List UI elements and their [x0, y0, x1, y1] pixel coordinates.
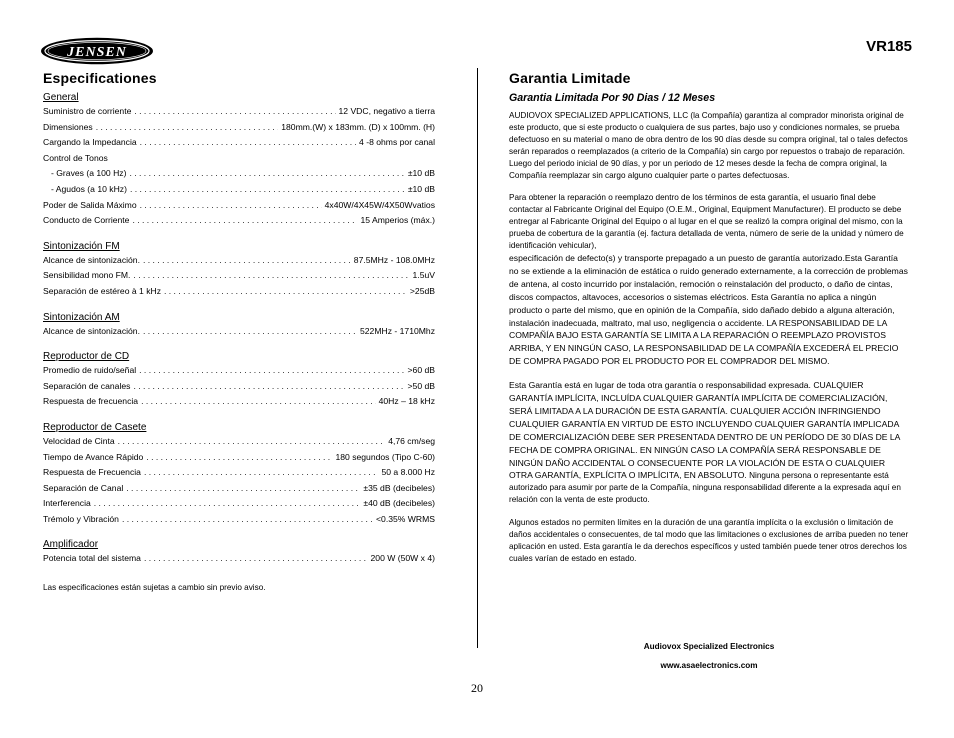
spec-label: - Graves (a 100 Hz) [51, 168, 127, 179]
spec-label: - Agudos (a 10 kHz) [51, 183, 127, 194]
spec-label: Tiempo de Avance Rápido [43, 451, 144, 462]
leader-dots [139, 365, 404, 375]
spec-section [43, 92, 435, 231]
leader-dots [94, 498, 361, 508]
leader-dots [129, 168, 404, 178]
spec-section-title: Sintonización AM [43, 311, 120, 323]
warranty-paragraph-2 [509, 192, 909, 368]
spec-label: Interferencia [43, 498, 91, 509]
spec-row [43, 215, 435, 231]
spec-value: 4 -8 ohms por canal [359, 137, 435, 148]
spec-label: Alcance de sintonización. [43, 254, 140, 265]
spec-value: ±40 dB (decibeles) [363, 498, 435, 509]
leader-dots [133, 381, 404, 391]
warranty-paragraph-3b: CUALQUIER ACCIÓN INFRINGIENDO CUALQUIER GARANTÍA EN VIRTUD DE ESTO INCLUYENDO CUALQUIER GARANTÍA IMPLICADA DE COMERCIALIZACIÓN DEBE SER PRESENTADA DENTRO DE UN PERÍODO DE 30 DÍAS DE LA FECHA DE COMPRA ORIGINAL. EN NINGÚN CASO LA COMPAÑÍA SERÁ RESPONSABLE DE NINGÚN DAÑO ACCIDENTAL O CONSECUENTE POR LA VIOLACIÓN DE ESTA O CUALQUIER OTRA GARANTÍA, EXPLÍCITA O IMPLÍCITA, EN ABSOLUTO. [509, 405, 900, 481]
spec-section-title: General [43, 92, 79, 103]
spec-section [43, 539, 435, 569]
spec-row [43, 483, 435, 499]
spec-row [43, 168, 435, 184]
spec-section [43, 241, 435, 302]
spec-label: Potencia total del sistema [43, 553, 141, 564]
spec-sections [43, 92, 435, 569]
leader-dots [143, 255, 351, 265]
leader-dots [143, 326, 357, 336]
spec-row [43, 365, 435, 381]
spec-row [43, 514, 435, 530]
spec-section [43, 422, 435, 530]
spec-value: 87.5MHz - 108.0MHz [353, 254, 435, 265]
spec-label: Control de Tonos [43, 152, 108, 163]
spec-value: ±10 dB [407, 183, 435, 194]
leader-dots [132, 215, 357, 225]
warranty-paragraph-3 [509, 379, 909, 506]
spec-value: ±10 dB [407, 168, 435, 179]
spec-section [43, 312, 435, 342]
spec-row [43, 286, 435, 302]
spec-value: 200 W (50W x 4) [370, 553, 435, 564]
spec-value: >25dB [409, 285, 435, 296]
warranty-paragraph-2a: Para obtener la reparación o reemplazo dentro de los términos de esta garantía, el usuario final debe contactar al Fabricante Original del Equipo (O.E.M., Original, Equipment Manufacturer). El producto se debe entregar al Fabricante Original del Equipo o al lugar en el que se realizó la compra original del mismo, con la prueba de cobertura de la garantía (ej. factura detallada de venta, número de serie de la unidad y número de identificación vehicular), [509, 193, 904, 251]
specifications-panel [43, 70, 435, 592]
leader-dots [126, 483, 360, 493]
spec-label: Alcance de sintonización. [43, 325, 140, 336]
spec-label: Promedio de ruido/señal [43, 365, 137, 376]
spec-row [43, 396, 435, 412]
spec-value: >50 dB [407, 380, 435, 391]
warranty-subtitle: Garantia Limitada Por 90 Dias / 12 Meses [509, 92, 716, 104]
spec-label: Trémolo y Vibración [43, 513, 119, 524]
spec-label: Velocidad de Cinta [43, 435, 115, 446]
leader-dots [140, 137, 356, 147]
leader-dots [164, 286, 407, 296]
spec-row [43, 255, 435, 271]
spec-row [43, 381, 435, 397]
spec-row [43, 153, 435, 169]
spec-label: Separación de estéreo à 1 kHz [43, 285, 161, 296]
spec-label: Separación de canales [43, 380, 131, 391]
spec-value: 40Hz – 18 kHz [378, 396, 435, 407]
warranty-paragraph-2b: especificación de defecto(s) y transporte prepagado a un puesto de garantía autorizado.Esta Garantía no se extiende a la eliminación de estática o ruido generado externamente, a la corrección de problemas de antena, al costo incurrido por instalación, remoción o reinstalación del producto, o daño de cintas, discos compactos, altavoces, accesorios o sistemas eléctricos. Esta Garantía no aplica a ningún producto o parte del mismo, que en opinión de la Compañía, sido dañado debido a alguna alteración, instalación inadecuada, maltrato, mal uso, negligencia o accidente. LA RESPONSABILIDAD DE LA COMPAÑÍA BAJO ESTA GARANTÍA SE LIMITA A LA REPARACIÓN O REEMPLAZO PROVISTOS ARRIBA, Y EN NINGÚN CASO, LA RESPONSABILIDAD DE LA COMPAÑÍA EXCEDERÁ EL PRECIO DE COMPRA PAGADO POR EL PRODUCTO POR EL COMPRADOR DEL MISMO. [509, 252, 908, 367]
spec-label: Respuesta de frecuencia [43, 396, 139, 407]
spec-section-title: Amplificador [43, 539, 99, 551]
spec-row [43, 270, 435, 286]
model-number: VR185 [866, 38, 912, 55]
spec-row [43, 553, 435, 569]
leader-dots [140, 200, 322, 210]
spec-value: 522MHz - 1710Mhz [360, 325, 435, 336]
spec-row [43, 326, 435, 342]
spec-row [43, 200, 435, 216]
spec-value: 4x40W/4X45W/4X50Wvatios [324, 199, 435, 210]
leader-dots [144, 553, 368, 563]
spec-value: 180mm.(W) x 183mm. (D) x 100mm. (H) [281, 121, 435, 132]
spec-row [43, 184, 435, 200]
spec-label: Poder de Salida Máximo [43, 199, 137, 210]
spec-label: Cargando la Impedancia [43, 137, 137, 148]
warranty-panel [509, 70, 909, 576]
spec-value: <0.35% WRMS [376, 513, 435, 524]
logo-text: JENSEN [67, 45, 127, 60]
footer-company: Audiovox Specialized Electronics [643, 642, 775, 651]
spec-section-title: Reproductor de CD [43, 351, 130, 363]
spec-label: Respuesta de Frecuencia [43, 467, 141, 478]
warranty-title: Garantia Limitade [509, 70, 631, 86]
column-divider [477, 68, 478, 648]
warranty-paragraph-3c: Ninguna persona o representante está autorizado para asumir por parte de la Compañía, ninguna responsabilidad diferente a la expresada aquí en relación con la venta de este producto. [509, 471, 901, 505]
leader-dots [133, 270, 409, 280]
spec-row [43, 106, 435, 122]
leader-dots [118, 436, 386, 446]
spec-row [43, 452, 435, 468]
specifications-note: Las especificaciones están sujetas a cambio sin previo aviso. [43, 583, 266, 593]
leader-dots [144, 467, 379, 477]
leader-dots [96, 122, 279, 132]
spec-row [43, 436, 435, 452]
spec-section-title: Sintonización FM [43, 240, 120, 252]
spec-section [43, 351, 435, 412]
spec-value: 180 segundos (Tipo C-60) [335, 451, 435, 462]
spec-value: 4,76 cm/seg [388, 435, 435, 446]
spec-row [43, 467, 435, 483]
spec-label: Suministro de corriente [43, 106, 132, 116]
warranty-paragraph-1: AUDIOVOX SPECIALIZED APPLICATIONS, LLC (la Compañía) garantiza al comprador minorista original de este producto, que si este producto o cualquiera de sus partes, bajo uso y condiciones normales, se prueba defectuoso en su material o mano de obra dentro de los 90 días desde su compra original, tal o tales defectos serán reparados o reemplazados (a criterio de la Compañía) sin cargo por repuestos o trabajo de reparación. Luego del periodo inicial de 90 días, y por un periodo de 12 meses desde la fecha de compra original, la Compañía reemplazar sin cargo alguno cualquier parte o partes defectuosas. [509, 111, 908, 180]
spec-label: Sensibilidad mono FM. [43, 270, 131, 281]
spec-row [43, 498, 435, 514]
spec-value: >60 dB [407, 365, 435, 376]
footer-website: www.asaelectronics.com [660, 661, 758, 670]
leader-dots [134, 106, 335, 116]
warranty-paragraph-4: Algunos estados no permiten límites en la duración de una garantía implícita o la exclusión o limitación de daños accidentales o consecuentes, de tal modo que las limitaciones o exclusiones de arriba pueden no tener aplicación en usted. Esta garantía le da derechos específicos y usted también puede tener otros derechos los cuales varían de estado en estado. [509, 518, 909, 563]
jensen-logo [40, 37, 154, 65]
spec-value: 12 VDC, negativo a tierra [338, 106, 435, 116]
spec-row [43, 122, 435, 138]
leader-dots [141, 396, 376, 406]
warranty-paragraph-3a: Esta Garantía está en lugar de toda otra garantía o responsabilidad expresada. CUALQUIER GARANTÍA IMPLÍCITA, INCLUÍDA CUALQUIER GARANTÍA IMPLÍCITA DE COMERCIALIZACIÓN, SERÁ LIMITADA A LA DURACIÓN DE ESTA GARANTÍA. [509, 380, 888, 416]
leader-dots [122, 514, 373, 524]
spec-section-title: Reproductor de Casete [43, 421, 147, 433]
specifications-title: Especificationes [43, 70, 157, 86]
spec-value: 1.5uV [412, 270, 435, 281]
leader-dots [130, 184, 405, 194]
spec-label: Dimensiones [43, 121, 93, 132]
spec-value: 50 a 8.000 Hz [381, 467, 435, 478]
spec-label: Separación de Canal [43, 482, 124, 493]
spec-label: Conducto de Corriente [43, 215, 130, 226]
leader-dots [146, 452, 332, 462]
spec-value: 15 Amperios (máx.) [360, 215, 435, 226]
page-number: 20 [471, 681, 483, 695]
spec-value: ±35 dB (decibeles) [363, 482, 435, 493]
spec-row [43, 137, 435, 153]
